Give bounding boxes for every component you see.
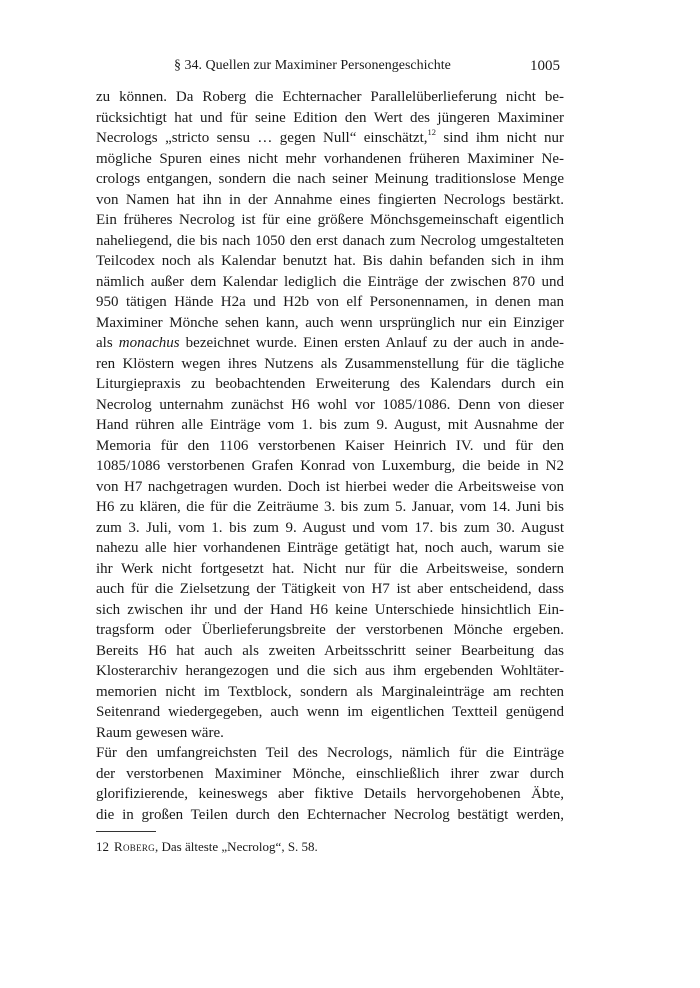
text-line: 950 tätigen Hände H2a und H2b von elf Personennamen, in denen man (96, 294, 564, 310)
italic-term: monachus (118, 335, 180, 351)
text-line: nahezu alle hier vorhandenen Einträge getätigt hat, noch auch, warum sie (96, 540, 564, 556)
main-text (96, 87, 564, 825)
text-line: Necrolog unternahm zunächst H6 wohl vor 1085/1086. Denn von dieser (96, 396, 564, 413)
text-line: tragsform oder Überlieferungsbreite der verstorbenen Mönche ergeben. (96, 622, 564, 638)
running-head (0, 58, 700, 80)
text-line: zu können. Da Roberg die Echternacher Parallelüberlieferung nicht be- (96, 89, 564, 105)
text-line: von H7 nachgetragen wurden. Doch ist hierbei weder die Arbeitsweise von (96, 478, 564, 495)
text-line: Klosterarchiv herangezogen und die sich aus ihm ergebenden Wohltäter- (96, 663, 564, 679)
text-segment: sind ihm nicht nur (436, 130, 564, 146)
page-number: 1005 (530, 58, 560, 74)
text-line: naheliegend, die bis nach 1050 den erst danach zum Necrolog umgestalteten (96, 232, 564, 249)
text-line: Ein früheres Necrolog ist für eine größere Mönchsgemeinschaft eigentlich (96, 212, 564, 228)
text-line: glorifizierende, keineswegs aber fiktive Details hervorgehobenen Äbte, (96, 786, 564, 802)
text-line: nämlich außer dem Kalendar lediglich die Einträge der zwischen 870 und (96, 273, 564, 290)
text-line: ren Klöstern wegen ihres Nutzens als Zusammenstellung für die tägliche (96, 355, 564, 372)
text-line: zum 3. Juli, vom 1. bis zum 9. August und vom 17. bis zum 30. August (96, 519, 564, 536)
text-line: Raum gewesen wäre. (96, 724, 224, 741)
footnote-text: , Das älteste „Necrolog“, S. 58. (154, 839, 318, 854)
text-line: Liturgiepraxis zu beobachtenden Erweiterung des Kalendars durch ein (96, 376, 564, 392)
text-line: die in großen Teilen durch den Echternacher Necrolog bestätigt werden, (96, 806, 564, 823)
text-segment: Necrologs „stricto sensu … gegen Null“ einschätzt, (96, 130, 428, 146)
text-line: Bereits H6 hat auch als zweiten Arbeitsschritt seiner Bearbeitung das (96, 642, 564, 659)
text-line: Seitenrand wiedergegeben, auch wenn im eigentlichen Textteil genügend (96, 704, 564, 720)
text-line: Maximiner Mönche sehen kann, auch wenn ursprünglich nur ein Einziger (96, 314, 564, 331)
text-line: von Namen hat ihn in der Annahme eines fingierten Necrologs bestärkt. (96, 191, 564, 208)
footnote (96, 838, 564, 856)
text-line: sich zwischen ihr und der Hand H6 keine Unterschiede hinsichtlich Ein- (96, 601, 564, 618)
text-line: auch für die Zielsetzung der Tätigkeit von H7 ist aber entscheidend, dass (96, 581, 564, 597)
text-line: rücksichtigt hat und für seine Edition den Wert des jüngeren Maximiner (96, 109, 564, 126)
text-line (96, 128, 564, 149)
text-line: Teilcodex noch als Kalendar benutzt hat. Bis dahin befanden sich in ihm (96, 253, 564, 269)
text-line: H6 zu klären, die für die Zeiträume 3. bis zum 5. Januar, vom 14. Juni bis (96, 499, 564, 515)
text-line: der verstorbenen Maximiner Mönche, einschließlich ihrer zwar durch (96, 765, 564, 782)
footnote-divider (96, 831, 156, 832)
footnote-number: 12 (96, 839, 109, 854)
footnote-author: Roberg (114, 839, 155, 854)
text-line: 1085/1086 verstorbenen Grafen Konrad von Luxemburg, die beide in N2 (96, 458, 564, 474)
text-line: memorien nicht im Textblock, sondern als Marginaleinträge am rechten (96, 683, 564, 700)
text-line: Für den umfangreichsten Teil des Necrologs, nämlich für die Einträge (96, 745, 564, 761)
text-line: mögliche Spuren eines nicht mehr vorhandenen früheren Maximiner Ne- (96, 150, 564, 167)
footnote-reference: 12 (427, 127, 436, 137)
text-segment: bezeichnet wurde. Einen ersten Anlauf zu der auch in ande- (179, 335, 564, 351)
text-line: ihr Werk nicht fortgesetzt hat. Nicht nur für die Arbeitsweise, sondern (96, 560, 564, 577)
running-title: § 34. Quellen zur Maximiner Personengeschichte (174, 58, 451, 73)
text-line: Hand rühren alle Einträge vom 1. bis zum 9. August, mit Ausnahme der (96, 417, 564, 433)
text-line: crologs entgangen, sondern die nach seiner Meinung traditionslose Menge (96, 171, 564, 187)
text-line: Memoria für den 1106 verstorbenen Kaiser Heinrich IV. und für den (96, 437, 564, 454)
text-line (96, 333, 564, 354)
text-segment: als (96, 335, 119, 351)
